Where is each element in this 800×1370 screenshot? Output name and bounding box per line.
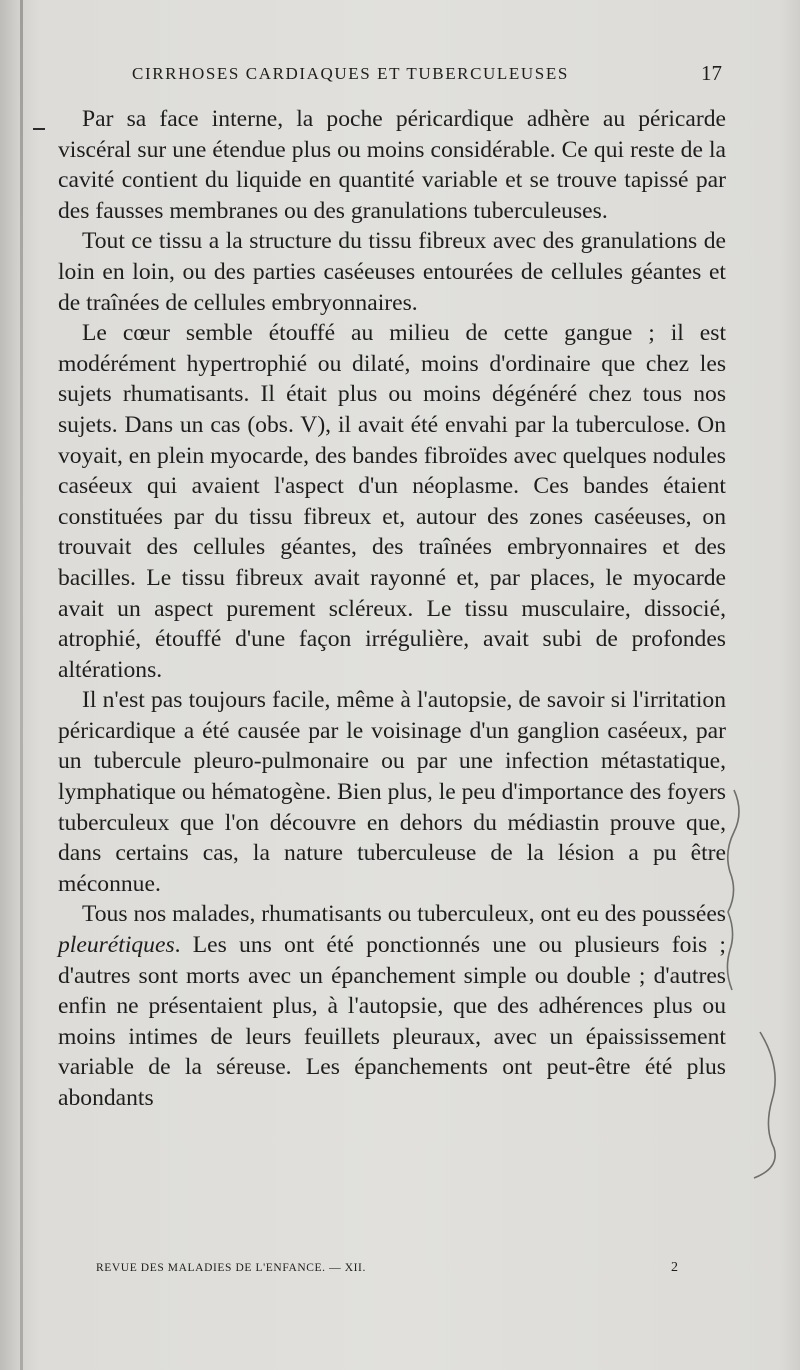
paragraph-4: Il n'est pas toujours facile, même à l'autopsie, de savoir si l'irritation péricardique a été causée par le voisinage d'un ganglion caséeux, par un tubercule pleuro-pulmonaire ou par une infection métastatique, lymphatique ou hématogène. Bien plus, le peu d'importance des foyers tuberculeux que l'on découvre en dehors du médiastin prouve que, dans certains cas, la nature tuberculeuse de la lésion a pu être méconnue. [58, 687, 726, 897]
running-header [132, 61, 722, 94]
paragraph-5-end: . Les uns ont été ponctionnés une ou plusieurs fois ; d'autres sont morts avec un épanchement simple ou double ; d'autres enfin ne présentaient plus, à l'autopsie, que des adhérences plus ou moins intimes de leurs feuillets pleuraux, avec un épaississement variable de la séreuse. Les épanchements ont peut-être été plus abondants [58, 932, 726, 1111]
running-title: CIRRHOSES CARDIAQUES ET TUBERCULEUSES [132, 64, 569, 83]
signature-mark: 2 [671, 1260, 678, 1275]
paragraph-2: Tout ce tissu a la structure du tissu fibreux avec des granulations de loin en loin, ou des parties caséeuses entourées de cellules géantes et de traînées de cellules embryonnaires. [58, 228, 726, 316]
paragraph-1: Par sa face interne, la poche péricardique adhère au péricarde viscéral sur une étendue plus ou moins considérable. Ce qui reste de la cavité contient du liquide en quantité variable et se trouve tapissé par des fausses membranes ou des granulations tuberculeuses. [58, 106, 726, 224]
page-number: 17 [701, 61, 722, 85]
pencil-bracket-marks [720, 0, 800, 1370]
journal-line: REVUE DES MALADIES DE L'ENFANCE. — XII. [96, 1262, 366, 1274]
paragraph-3: Le cœur semble étouffé au milieu de cette gangue ; il est modérément hypertrophié ou dilaté, moins d'ordinaire que chez les sujets rhumatisants. Il était plus ou moins dégénéré chez tous nos sujets. Dans un cas (obs. V), il avait été envahi par la tuberculose. On voyait, en plein myocarde, des bandes fibroïdes avec quelques nodules caséeux qui avaient l'aspect d'un néoplasme. Ces bandes étaient constituées par du tissu fibreux et, autour des zones caséeuses, on trouvait des cellules géantes, des traînées embryonnaires et des bacilles. Le tissu fibreux avait rayonné et, par places, le myocarde avait un aspect purement scléreux. Le tissu musculaire, dissocié, atrophié, étouffé d'une façon irrégulière, avait subi de profondes altérations. [58, 320, 726, 683]
body-text [58, 104, 726, 1114]
italic-term: pleurétiques [58, 932, 175, 959]
binding-gutter [20, 0, 23, 1370]
page-footer [96, 1262, 678, 1284]
margin-mark [33, 128, 45, 130]
paragraph-5-start: Tous nos malades, rhumatisants ou tuberculeux, ont eu des poussées [82, 901, 726, 928]
paragraph-5 [58, 899, 726, 1113]
